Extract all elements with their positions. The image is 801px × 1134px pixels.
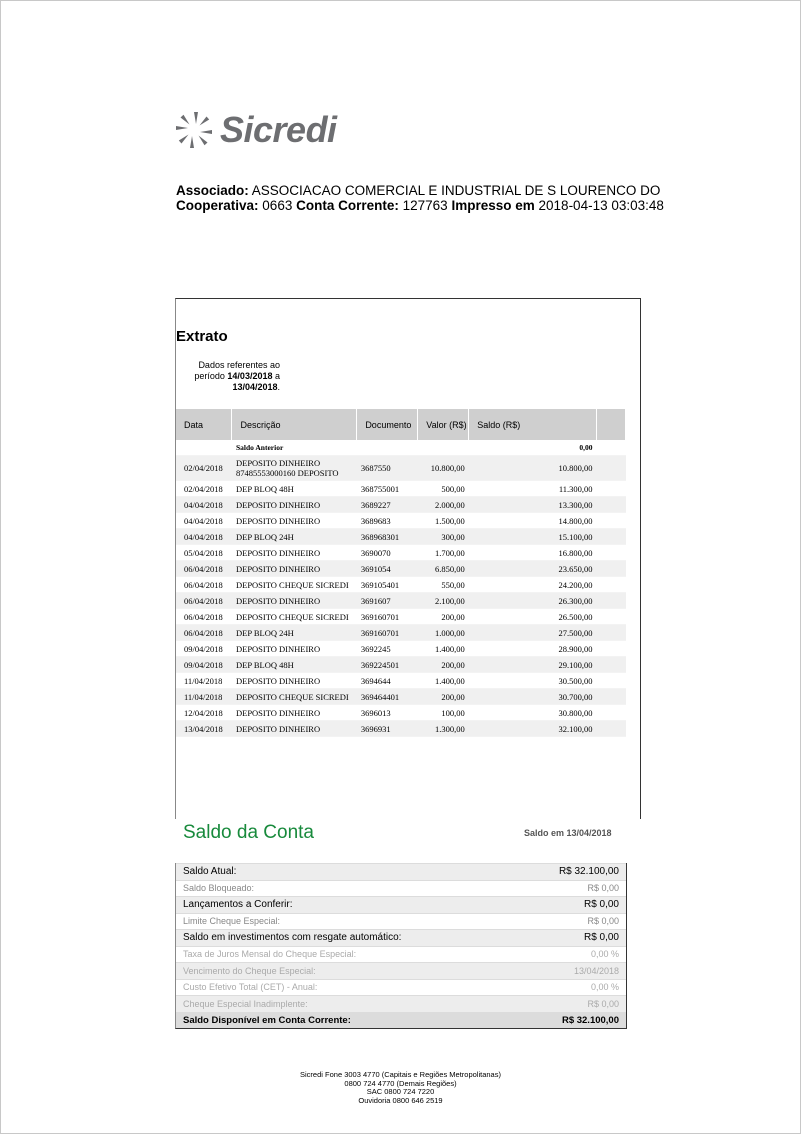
cell-data: 13/04/2018 xyxy=(176,721,232,737)
cell-descricao: DEPOSITO CHEQUE SICREDI xyxy=(232,577,357,593)
periodo-line1: Dados referentes ao xyxy=(198,360,280,370)
summary-label: Taxa de Juros Mensal do Cheque Especial: xyxy=(183,949,357,960)
summary-row xyxy=(176,880,626,897)
cell-descricao: DEPOSITO DINHEIRO 87485553000160 DEPOSITO xyxy=(232,456,357,481)
cell-spacer xyxy=(597,673,626,689)
summary-value: 0,00 % xyxy=(590,949,619,960)
cell-documento: 369160701 xyxy=(357,609,418,625)
cell-saldo: 26.500,00 xyxy=(469,609,597,625)
cell-spacer xyxy=(597,529,626,545)
table-header xyxy=(176,409,626,440)
summary-label: Vencimento do Cheque Especial: xyxy=(183,965,316,976)
saldo-anterior-value: 0,00 xyxy=(469,440,597,456)
footer xyxy=(0,1071,801,1105)
col-data: Data xyxy=(176,409,232,440)
summary-row xyxy=(176,946,626,963)
cell-data: 05/04/2018 xyxy=(176,545,232,561)
summary-label: Cheque Especial Inadimplente: xyxy=(183,998,308,1009)
table-row xyxy=(176,657,626,673)
periodo-start: 14/03/2018 xyxy=(227,371,273,381)
cooperativa-value: 0663 xyxy=(262,198,293,213)
cell-documento: 369224501 xyxy=(357,657,418,673)
associado-value: ASSOCIACAO COMERCIAL E INDUSTRIAL DE S LOURENCO DO xyxy=(251,183,661,198)
summary-value: 13/04/2018 xyxy=(573,965,619,976)
cell-spacer xyxy=(597,657,626,673)
cell-spacer xyxy=(597,456,626,481)
cell-descricao: DEP BLOQ 24H xyxy=(232,529,357,545)
cell-saldo: 30.500,00 xyxy=(469,673,597,689)
conta-label: Conta Corrente: xyxy=(296,198,399,213)
summary-row xyxy=(176,995,626,1012)
cell-valor: 2.100,00 xyxy=(418,593,469,609)
extrato-table xyxy=(176,409,626,737)
cell-valor: 200,00 xyxy=(418,657,469,673)
cell-descricao: DEP BLOQ 48H xyxy=(232,657,357,673)
cell-saldo: 16.800,00 xyxy=(469,545,597,561)
cell-saldo: 30.800,00 xyxy=(469,705,597,721)
cell-saldo: 14.800,00 xyxy=(469,513,597,529)
cell-data: 04/04/2018 xyxy=(176,497,232,513)
cell-spacer xyxy=(597,577,626,593)
cell-valor: 1.400,00 xyxy=(418,673,469,689)
cell-data: 06/04/2018 xyxy=(176,561,232,577)
summary-label: Saldo Disponível em Conta Corrente: xyxy=(183,1014,351,1026)
cell-documento: 3687550 xyxy=(357,456,418,481)
cell-documento: 369464401 xyxy=(357,689,418,705)
saldo-anterior-label: Saldo Anterior xyxy=(232,440,357,456)
cell-spacer xyxy=(597,721,626,737)
table-row xyxy=(176,673,626,689)
cell-descricao: DEPOSITO DINHEIRO xyxy=(232,641,357,657)
periodo-end: 13/04/2018 xyxy=(232,382,278,392)
table-row xyxy=(176,721,626,737)
summary-label: Saldo Bloqueado: xyxy=(183,883,255,894)
cell-valor: 6.850,00 xyxy=(418,561,469,577)
cell-descricao: DEPOSITO DINHEIRO xyxy=(232,593,357,609)
cell-spacer xyxy=(597,481,626,497)
summary-value: 0,00 % xyxy=(590,982,619,993)
cell-data: 02/04/2018 xyxy=(176,456,232,481)
associado-line xyxy=(176,183,664,198)
cell-spacer xyxy=(597,625,626,641)
cell-spacer xyxy=(597,609,626,625)
cell-saldo: 10.800,00 xyxy=(469,456,597,481)
footer-line3: SAC 0800 724 7220 xyxy=(366,1087,435,1096)
table-row xyxy=(176,609,626,625)
table-row xyxy=(176,625,626,641)
cooperativa-line xyxy=(176,198,664,213)
cell-valor: 200,00 xyxy=(418,609,469,625)
cell-data: 06/04/2018 xyxy=(176,577,232,593)
cell-documento: 3691607 xyxy=(357,593,418,609)
cell-saldo: 23.650,00 xyxy=(469,561,597,577)
cell-documento: 3689683 xyxy=(357,513,418,529)
account-header xyxy=(176,183,664,213)
table-row xyxy=(176,513,626,529)
cell-valor: 500,00 xyxy=(418,481,469,497)
cell-descricao: DEPOSITO DINHEIRO xyxy=(232,721,357,737)
cell-data: 06/04/2018 xyxy=(176,609,232,625)
cell-documento: 3690070 xyxy=(357,545,418,561)
cell-saldo: 15.100,00 xyxy=(469,529,597,545)
footer-line1: Sicredi Fone 3003 4770 (Capitais e Regiões Metropolitanas) xyxy=(300,1070,501,1079)
table-row xyxy=(176,705,626,721)
cell-valor: 1.500,00 xyxy=(418,513,469,529)
cell-spacer xyxy=(597,593,626,609)
cell-descricao: DEPOSITO DINHEIRO xyxy=(232,497,357,513)
conta-value: 127763 xyxy=(402,198,448,213)
summary-row xyxy=(176,913,626,930)
cell-documento: 3696931 xyxy=(357,721,418,737)
summary-row xyxy=(176,929,626,946)
cell-descricao: DEPOSITO CHEQUE SICREDI xyxy=(232,609,357,625)
cell-spacer xyxy=(597,705,626,721)
cell-data: 09/04/2018 xyxy=(176,641,232,657)
cell-documento: 368968301 xyxy=(357,529,418,545)
cell-saldo: 29.100,00 xyxy=(469,657,597,673)
periodo-mid: a xyxy=(274,371,280,381)
cell-spacer xyxy=(597,641,626,657)
summary-label: Saldo em investimentos com resgate automático: xyxy=(183,932,402,944)
table-row xyxy=(176,481,626,497)
table-row xyxy=(176,456,626,481)
summary-value: R$ 0,00 xyxy=(587,998,619,1009)
table-row xyxy=(176,529,626,545)
sicredi-logo-text: Sicredi xyxy=(220,109,337,150)
cell-saldo: 11.300,00 xyxy=(469,481,597,497)
table-row xyxy=(176,545,626,561)
col-spacer xyxy=(597,409,626,440)
cell-descricao: DEPOSITO DINHEIRO xyxy=(232,513,357,529)
summary-label: Saldo Atual: xyxy=(183,866,237,878)
summary-row xyxy=(176,896,626,913)
cell-spacer xyxy=(597,561,626,577)
cell-valor: 2.000,00 xyxy=(418,497,469,513)
cell-saldo: 32.100,00 xyxy=(469,721,597,737)
cell-data: 09/04/2018 xyxy=(176,657,232,673)
saldo-anterior-row xyxy=(176,440,626,456)
cell-data: 06/04/2018 xyxy=(176,593,232,609)
summary-row xyxy=(176,863,626,880)
cell-valor: 200,00 xyxy=(418,689,469,705)
cell-documento: 3691054 xyxy=(357,561,418,577)
impresso-value: 2018-04-13 03:03:48 xyxy=(538,198,664,213)
summary-value: R$ 0,00 xyxy=(587,883,619,894)
cell-valor: 550,00 xyxy=(418,577,469,593)
cell-descricao: DEPOSITO DINHEIRO xyxy=(232,545,357,561)
table-row xyxy=(176,497,626,513)
cell-descricao: DEPOSITO CHEQUE SICREDI xyxy=(232,689,357,705)
cell-spacer xyxy=(597,497,626,513)
sicredi-logo xyxy=(172,108,337,152)
col-documento: Documento xyxy=(357,409,418,440)
cell-valor: 1.400,00 xyxy=(418,641,469,657)
cell-descricao: DEPOSITO DINHEIRO xyxy=(232,561,357,577)
associado-label: Associado: xyxy=(176,183,249,198)
saldo-date: Saldo em 13/04/2018 xyxy=(524,828,612,838)
footer-line2: 0800 724 4770 (Demais Regiões) xyxy=(344,1078,457,1088)
table-row xyxy=(176,577,626,593)
cell-data: 04/04/2018 xyxy=(176,529,232,545)
cell-valor: 1.300,00 xyxy=(418,721,469,737)
sicredi-logo-icon xyxy=(172,108,216,152)
cell-documento: 3694644 xyxy=(357,673,418,689)
table-row xyxy=(176,641,626,657)
impresso-label: Impresso em xyxy=(451,198,535,213)
summary-value: R$ 32.100,00 xyxy=(561,1014,619,1026)
cell-documento: 369105401 xyxy=(357,577,418,593)
cell-valor: 10.800,00 xyxy=(418,456,469,481)
cell-data: 12/04/2018 xyxy=(176,705,232,721)
extrato-title: Extrato xyxy=(176,328,228,345)
cell-data: 02/04/2018 xyxy=(176,481,232,497)
summary-row xyxy=(176,979,626,996)
summary-value: R$ 0,00 xyxy=(587,916,619,927)
summary-label: Lançamentos a Conferir: xyxy=(183,899,293,911)
saldo-summary xyxy=(175,863,627,1029)
cell-spacer xyxy=(597,689,626,705)
cell-saldo: 13.300,00 xyxy=(469,497,597,513)
cell-saldo: 24.200,00 xyxy=(469,577,597,593)
cell-descricao: DEP BLOQ 48H xyxy=(232,481,357,497)
summary-label: Custo Efetivo Total (CET) - Anual: xyxy=(183,982,318,993)
cell-data: 06/04/2018 xyxy=(176,625,232,641)
cell-descricao: DEPOSITO DINHEIRO xyxy=(232,705,357,721)
summary-value: R$ 32.100,00 xyxy=(558,866,619,878)
summary-value: R$ 0,00 xyxy=(583,899,619,911)
cell-saldo: 30.700,00 xyxy=(469,689,597,705)
cell-saldo: 28.900,00 xyxy=(469,641,597,657)
summary-row xyxy=(176,962,626,979)
col-descricao: Descrição xyxy=(232,409,357,440)
cell-data: 11/04/2018 xyxy=(176,673,232,689)
summary-label: Limite Cheque Especial: xyxy=(183,916,281,927)
cell-documento: 369160701 xyxy=(357,625,418,641)
cell-valor: 300,00 xyxy=(418,529,469,545)
col-saldo: Saldo (R$) xyxy=(469,409,597,440)
cell-valor: 100,00 xyxy=(418,705,469,721)
cell-descricao: DEP BLOQ 24H xyxy=(232,625,357,641)
summary-value: R$ 0,00 xyxy=(583,932,619,944)
cell-valor: 1.000,00 xyxy=(418,625,469,641)
table-row xyxy=(176,689,626,705)
cell-documento: 368755001 xyxy=(357,481,418,497)
cell-saldo: 26.300,00 xyxy=(469,593,597,609)
cell-documento: 3696013 xyxy=(357,705,418,721)
table-row xyxy=(176,561,626,577)
footer-line4: Ouvidoria 0800 646 2519 xyxy=(358,1095,443,1105)
cell-saldo: 27.500,00 xyxy=(469,625,597,641)
cell-documento: 3689227 xyxy=(357,497,418,513)
periodo-info: Dados referentes ao período 14/03/2018 a 13/04/2018. xyxy=(180,360,280,393)
summary-row xyxy=(176,1012,626,1029)
table-row xyxy=(176,593,626,609)
periodo-prefix: período xyxy=(194,371,225,381)
cell-descricao: DEPOSITO DINHEIRO xyxy=(232,673,357,689)
cell-data: 11/04/2018 xyxy=(176,689,232,705)
saldo-conta-title: Saldo da Conta xyxy=(183,822,314,843)
cell-data: 04/04/2018 xyxy=(176,513,232,529)
cooperativa-label: Cooperativa: xyxy=(176,198,259,213)
cell-spacer xyxy=(597,513,626,529)
cell-spacer xyxy=(597,545,626,561)
cell-valor: 1.700,00 xyxy=(418,545,469,561)
cell-documento: 3692245 xyxy=(357,641,418,657)
col-valor: Valor (R$) xyxy=(418,409,469,440)
